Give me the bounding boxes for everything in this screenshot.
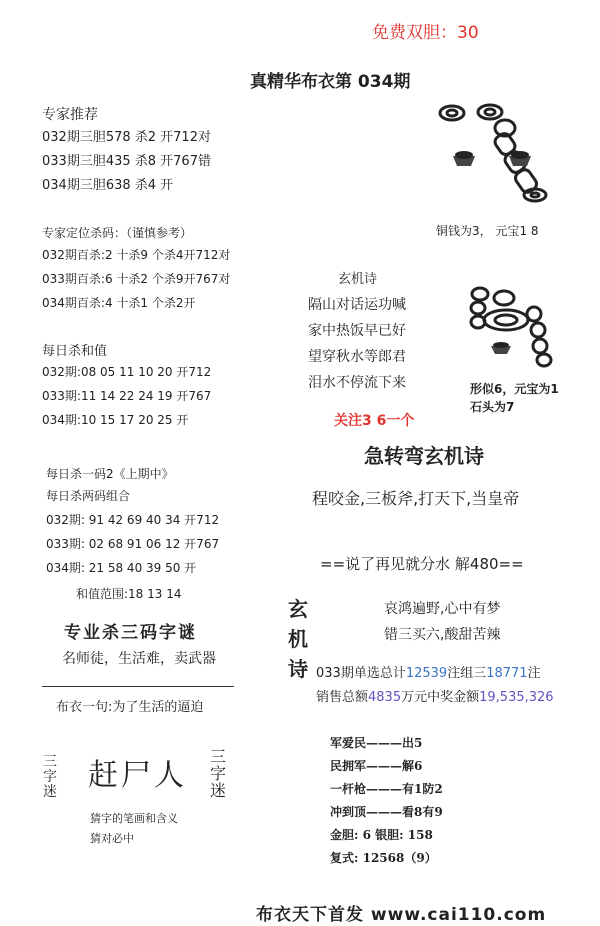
page-title: 真精华布衣第 034期: [250, 72, 411, 92]
position-kill-line: 034期百杀:4 十杀1 个杀2开: [42, 296, 196, 310]
free-double-label: 免费双胆：30: [372, 23, 479, 43]
xuanji-label-char: 机: [288, 627, 308, 651]
divider: [42, 686, 234, 687]
poem-line: 望穿秋水等郎君: [308, 349, 406, 365]
ingot-stone-drawing-icon: [466, 284, 566, 370]
sales-label: 销售总额: [316, 690, 369, 705]
poem-line: 隔山对话运功喊: [308, 297, 406, 313]
daily-kill-line: 033期: 02 68 91 06 12 开767: [46, 537, 220, 551]
riddle-side-label-left: 三字迷: [43, 754, 57, 800]
bottom-list-item: 金胆: 6 银胆: 158: [330, 828, 433, 842]
turn-poem-text: 程咬金,三板斧,打天下,当皇帝: [312, 489, 520, 508]
poem-line: 家中热饭早已好: [308, 323, 406, 339]
xuanji-line-2: 错三买六,酸甜苦辣: [384, 627, 501, 643]
turn-poem-title: 急转弯玄机诗: [364, 444, 484, 468]
coins-caption: 铜钱为3， 元宝1 8: [436, 224, 539, 238]
expert-line: 034期三胆638 杀4 开: [42, 178, 174, 193]
bottom-list-item: 复式: 12568（9）: [330, 851, 437, 865]
sales-label: 033期单选总计: [316, 666, 406, 681]
position-kill-heading: 专家定位杀码：（谨慎参考）: [42, 226, 193, 240]
riddle-word: 赶尸人: [88, 758, 187, 793]
bottom-list-item: 民拥军———解6: [330, 759, 423, 773]
footer-link[interactable]: 布衣天下首发 www.cai110.com: [256, 905, 547, 925]
pro-kill-title: 专业杀三码字谜: [64, 623, 197, 643]
sales-value: 18771: [486, 666, 528, 681]
poem-title: 玄机诗: [338, 272, 378, 287]
daily-kill-line: 034期: 21 58 40 39 50 开: [46, 561, 197, 575]
sales-value: 4835: [368, 690, 402, 705]
buyi-saying: 布衣一句:为了生活的逼迫: [56, 700, 204, 715]
daily-kill-heading-1: 每日杀一码2《上期中》: [46, 467, 174, 481]
shape-caption-2: 石头为7: [470, 400, 515, 414]
riddle-hint-2: 猜对必中: [90, 832, 134, 845]
bottom-list-item: 冲到顶———看8有9: [330, 805, 443, 819]
daily-sum-line: 034期:10 15 17 20 25 开: [42, 413, 189, 427]
coin-drawing-icon: [435, 100, 560, 210]
xuanji-line-1: 哀鸿遍野,心中有梦: [384, 601, 501, 617]
sales-line-2: [316, 686, 554, 705]
daily-sum-line: 033期:11 14 22 24 19 开767: [42, 389, 212, 403]
sales-label: 注组三: [447, 666, 487, 681]
xuanji-label-char: 玄: [288, 597, 308, 621]
daily-kill-heading-2: 每日杀两码组合: [46, 489, 131, 503]
riddle-hint-1: 猜字的笔画和含义: [90, 812, 178, 825]
position-kill-line: 032期百杀:2 十杀9 个杀4开712对: [42, 248, 231, 262]
expert-heading: 专家推荐: [42, 107, 98, 123]
sales-label: 注: [527, 666, 541, 681]
daily-kill-line: 032期: 91 42 69 40 34 开712: [46, 513, 220, 527]
focus-label: 关注3 6一个: [334, 413, 415, 429]
parting-line: ==说了再见就分水 解480==: [320, 555, 524, 573]
pro-kill-text: 名师徒，生活难，卖武器: [62, 651, 216, 667]
sales-line-1: [316, 662, 541, 681]
expert-line: 033期三胆435 杀8 开767错: [42, 154, 211, 169]
riddle-side-label-right: 三字迷: [210, 747, 227, 800]
sales-value: 19,535,326: [479, 690, 554, 705]
sales-value: 12539: [405, 666, 448, 681]
position-kill-line: 033期百杀:6 十杀2 个杀9开767对: [42, 272, 231, 286]
sales-label: 万元中奖金额: [401, 690, 480, 705]
daily-sum-line: 032期:08 05 11 10 20 开712: [42, 365, 212, 379]
xuanji-label-char: 诗: [288, 657, 308, 681]
bottom-list-item: 一杆枪———有1防2: [330, 782, 443, 796]
bottom-list-item: 军爱民———出5: [330, 736, 423, 750]
daily-sum-heading: 每日杀和值: [42, 344, 108, 359]
sum-range: 和值范围:18 13 14: [76, 587, 182, 601]
poem-line: 泪水不停流下来: [308, 375, 406, 391]
expert-line: 032期三胆578 杀2 开712对: [42, 130, 211, 145]
shape-caption-1: 形似6，元宝为1: [470, 382, 559, 396]
